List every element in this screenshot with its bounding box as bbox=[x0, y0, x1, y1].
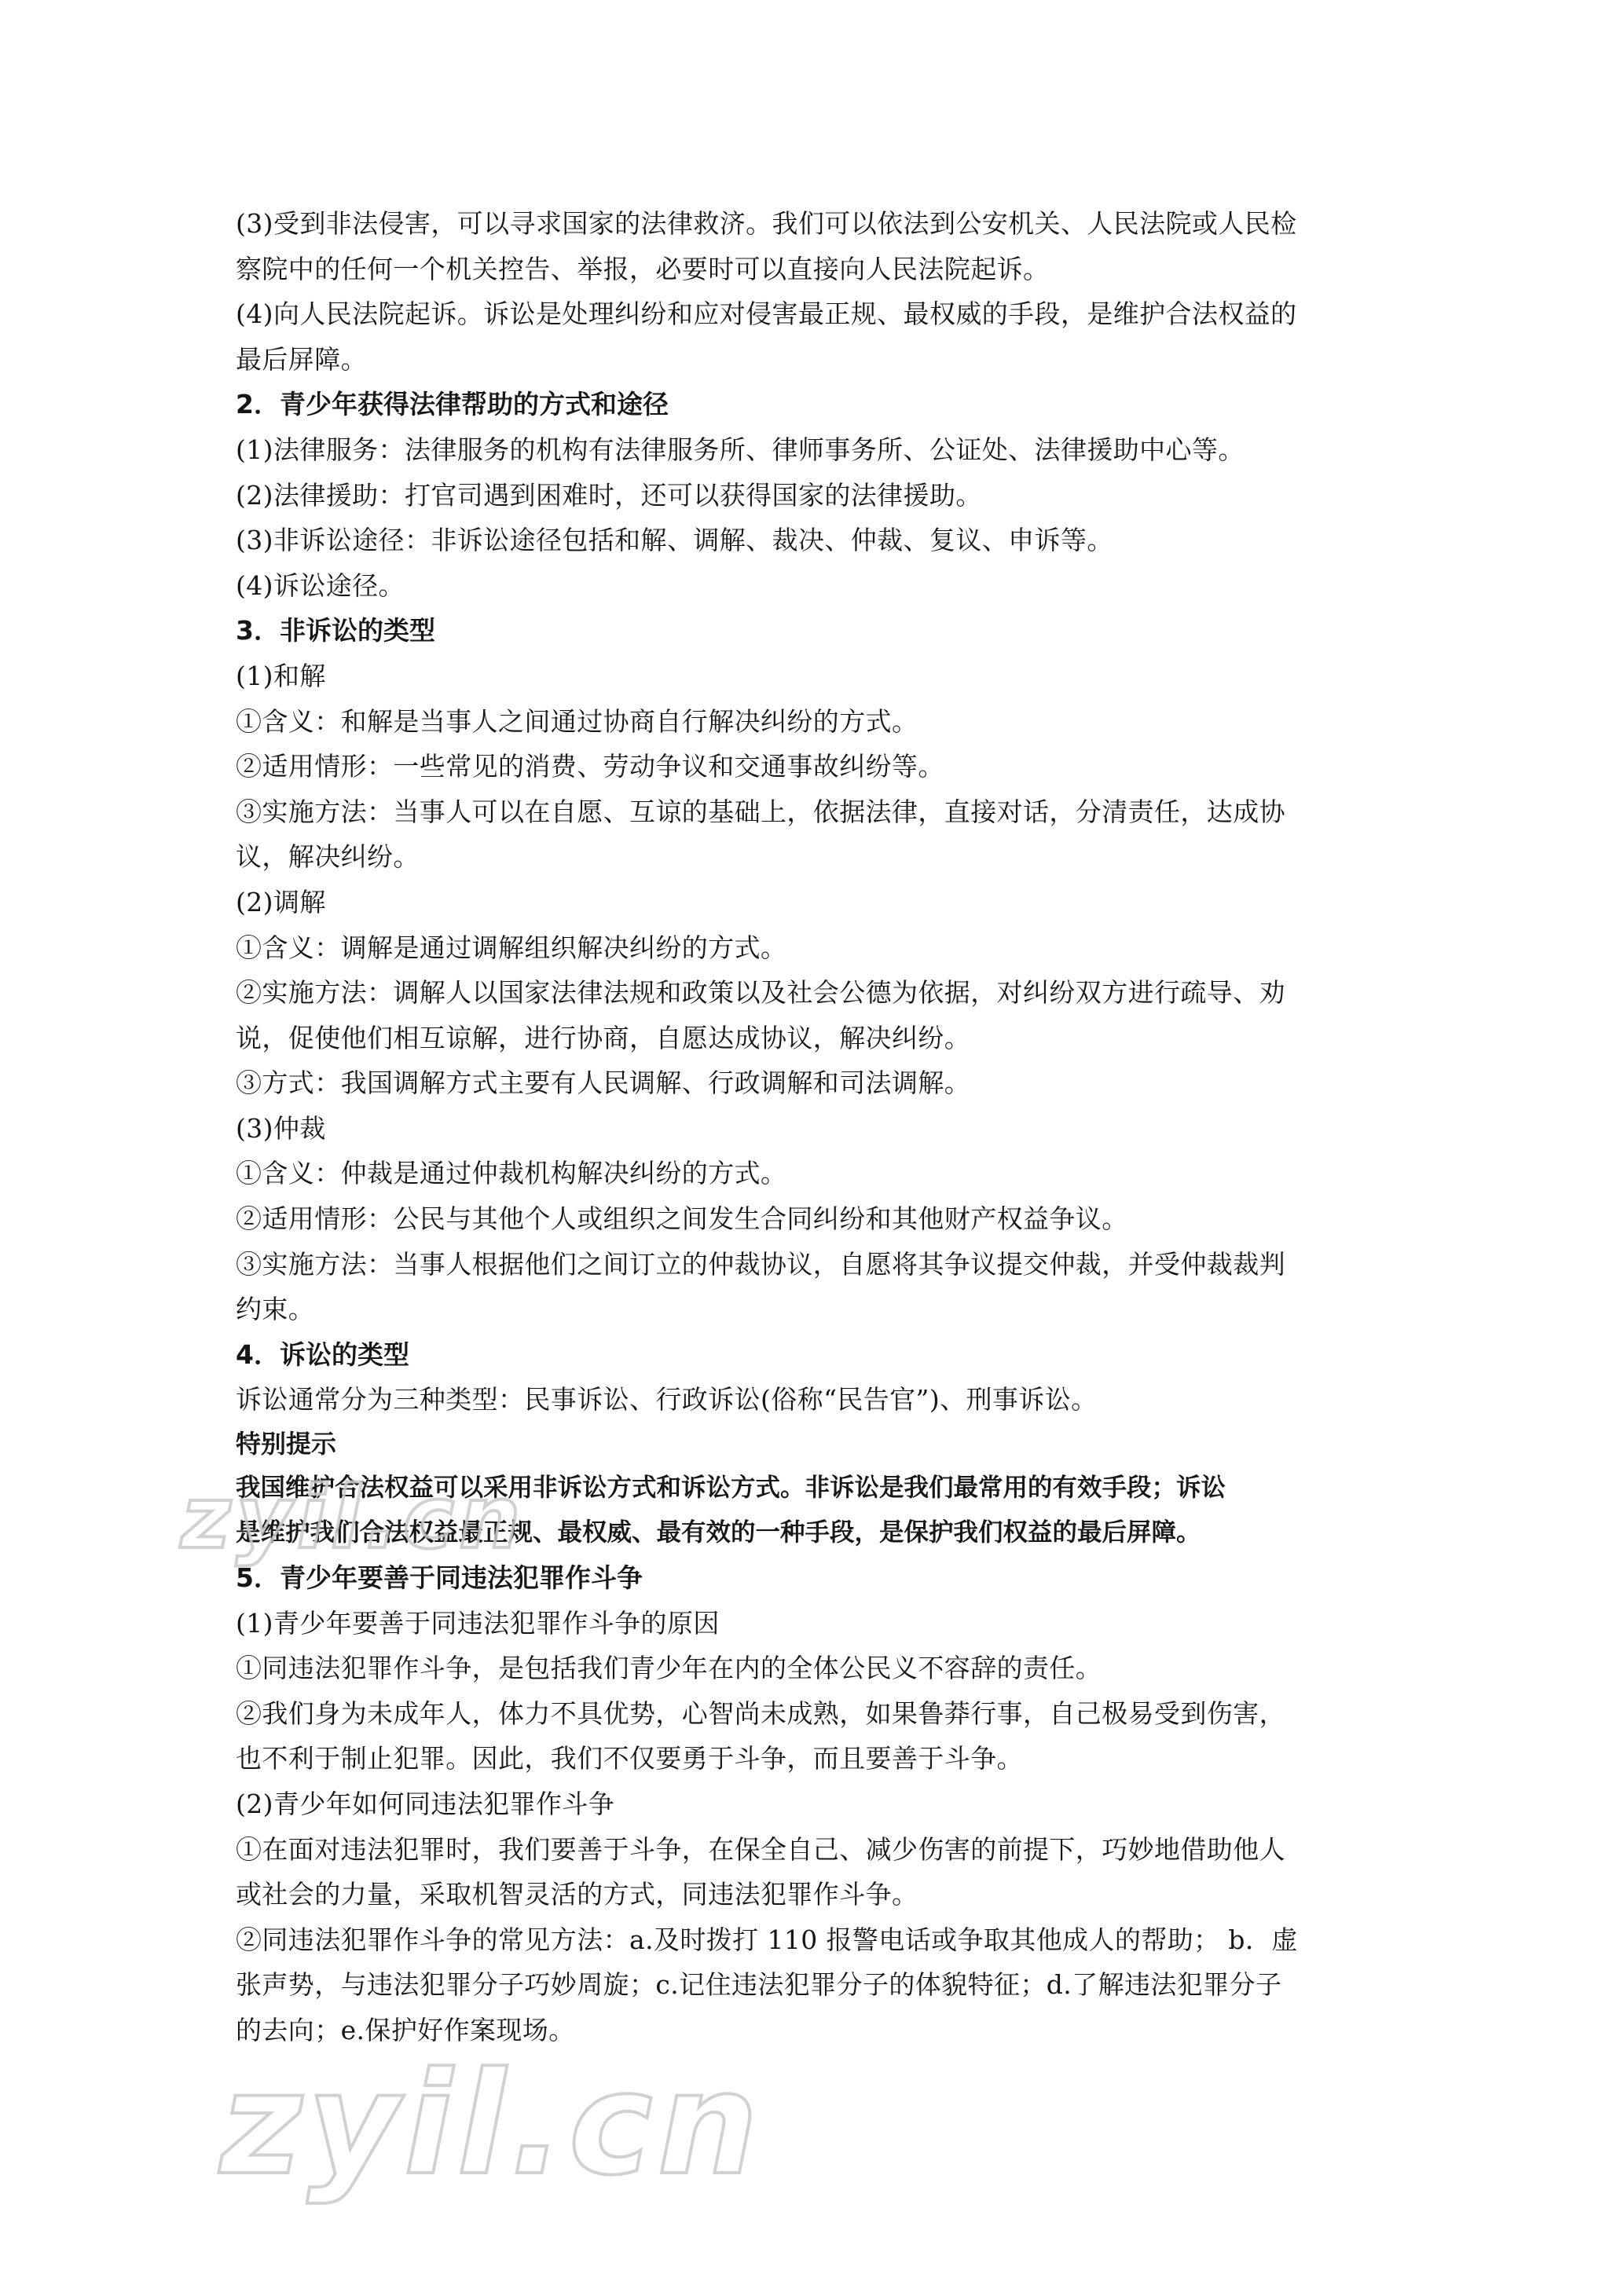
paragraph-line: ①含义：调解是通过调解组织解决纠纷的方式。 bbox=[236, 932, 787, 963]
paragraph bbox=[236, 744, 1391, 789]
paragraph-line: 或社会的力量，采取机智灵活的方式，同违法犯罪作斗争。 bbox=[236, 1879, 918, 1910]
section-heading: 4．诉讼的类型 bbox=[236, 1338, 409, 1370]
paragraph bbox=[236, 427, 1391, 473]
paragraph-line: ②实施方法：调解人以国家法律法规和政策以及社会公德为依据，对纠纷双方进行疏导、劝 bbox=[236, 977, 1285, 1009]
section bbox=[236, 382, 1391, 427]
paragraph bbox=[236, 1827, 1391, 1917]
watermark-top: zyil.cn bbox=[181, 1467, 526, 1568]
tip-body-line: 是维护我们合法权益最正规、最权威、最有效的一种手段，是保护我们权益的最后屏障。 bbox=[236, 1518, 1201, 1547]
paragraph-line: ③方式：我国调解方式主要有人民调解、行政调解和司法调解。 bbox=[236, 1067, 971, 1099]
paragraph bbox=[236, 563, 1391, 609]
paragraph-line: 察院中的任何一个机关控告、举报，必要时可以直接向人民法院起诉。 bbox=[236, 253, 1050, 284]
paragraph bbox=[236, 1601, 1391, 1646]
tip-body-line: 我国维护合法权益可以采用非诉讼方式和诉讼方式。非诉讼是我们最常用的有效手段；诉讼 bbox=[236, 1474, 1226, 1503]
paragraph bbox=[236, 699, 1391, 745]
paragraph-line: 约束。 bbox=[236, 1294, 315, 1325]
paragraph bbox=[236, 1917, 1391, 2053]
paragraph-line: (1)青少年要善于同违法犯罪作斗争的原因 bbox=[236, 1607, 720, 1639]
paragraph-line: ③实施方法：当事人可以在自愿、互谅的基础上，依据法律，直接对话，分清责任，达成协 bbox=[236, 796, 1285, 827]
paragraph-line: (4)向人民法院起诉。诉讼是处理纠纷和应对侵害最正规、最权威的手段，是维护合法权益的 bbox=[236, 298, 1297, 330]
paragraph bbox=[236, 654, 1391, 699]
paragraph-line: 的去向；e.保护好作案现场。 bbox=[236, 2014, 575, 2045]
paragraph-line: ①含义：和解是当事人之间通过协商自行解决纠纷的方式。 bbox=[236, 705, 918, 737]
paragraph-line: ①在面对违法犯罪时，我们要善于斗争，在保全自己、减少伤害的前提下，巧妙地借助他人 bbox=[236, 1833, 1285, 1865]
paragraph bbox=[236, 1196, 1391, 1242]
paragraph bbox=[236, 1060, 1391, 1106]
paragraph bbox=[236, 1646, 1391, 1691]
paragraph-line: (4)诉讼途径。 bbox=[236, 569, 405, 601]
paragraph-line: 张声势，与违法犯罪分子巧妙周旋；c.记住违法犯罪分子的体貌特征；d.了解违法犯罪分子 bbox=[236, 1969, 1282, 2001]
paragraph bbox=[236, 1691, 1391, 1782]
paragraph bbox=[236, 789, 1391, 880]
paragraph bbox=[236, 473, 1391, 518]
paragraph-line: 也不利于制止犯罪。因此，我们不仅要勇于斗争，而且要善于斗争。 bbox=[236, 1743, 1023, 1774]
document-page bbox=[236, 201, 1391, 2053]
paragraph-line: (3)非诉讼途径：非诉讼途径包括和解、调解、裁决、仲裁、复议、申诉等。 bbox=[236, 525, 1113, 556]
paragraph-line: ①同违法犯罪作斗争，是包括我们青少年在内的全体公民义不容辞的责任。 bbox=[236, 1653, 1102, 1684]
paragraph-line: (3)仲裁 bbox=[236, 1112, 326, 1144]
paragraph-line: 最后屏障。 bbox=[236, 343, 367, 375]
paragraph bbox=[236, 970, 1391, 1060]
tip-title: 特别提示 bbox=[236, 1429, 337, 1459]
paragraph bbox=[236, 1377, 1391, 1423]
paragraph-line: 议，解决纠纷。 bbox=[236, 841, 420, 873]
section bbox=[236, 608, 1391, 654]
watermark-bottom: zyil.cn bbox=[220, 2042, 763, 2206]
paragraph bbox=[236, 201, 1391, 291]
paragraph-line: ②我们身为未成年人，体力不具优势，心智尚未成熟，如果鲁莽行事，自己极易受到伤害， bbox=[236, 1697, 1285, 1729]
paragraph bbox=[236, 518, 1391, 563]
paragraph-line: ②适用情形：公民与其他个人或组织之间发生合同纠纷和其他财产权益争议。 bbox=[236, 1203, 1128, 1235]
section-heading: 5．青少年要善于同违法犯罪作斗争 bbox=[236, 1562, 643, 1594]
paragraph-line: (1)法律服务：法律服务的机构有法律服务所、律师事务所、公证处、法律援助中心等。 bbox=[236, 434, 1245, 465]
section-heading: 2．青少年获得法律帮助的方式和途径 bbox=[236, 389, 669, 420]
paragraph bbox=[236, 1242, 1391, 1332]
paragraph bbox=[236, 925, 1391, 971]
paragraph bbox=[236, 1106, 1391, 1152]
paragraph-line: (2)法律援助：打官司遇到困难时，还可以获得国家的法律援助。 bbox=[236, 479, 982, 511]
paragraph bbox=[236, 1782, 1391, 1827]
paragraph-line: ②适用情形：一些常见的消费、劳动争议和交通事故纠纷等。 bbox=[236, 751, 944, 782]
section-heading: 3．非诉讼的类型 bbox=[236, 615, 435, 646]
paragraph bbox=[236, 880, 1391, 925]
section bbox=[236, 1332, 1391, 1378]
paragraph-line: 诉讼通常分为三种类型：民事诉讼、行政诉讼(俗称“民告官”)、刑事诉讼。 bbox=[236, 1384, 1098, 1415]
paragraph-line: (3)受到非法侵害，可以寻求国家的法律救济。我们可以依法到公安机关、人民法院或人民检 bbox=[236, 208, 1297, 239]
paragraph-line: ③实施方法：当事人根据他们之间订立的仲裁协议，自愿将其争议提交仲裁，并受仲裁裁判 bbox=[236, 1248, 1285, 1280]
paragraph-line: (2)青少年如何同违法犯罪作斗争 bbox=[236, 1789, 615, 1819]
paragraph-line: ①含义：仲裁是通过仲裁机构解决纠纷的方式。 bbox=[236, 1158, 787, 1189]
paragraph-line: (2)调解 bbox=[236, 886, 326, 917]
paragraph bbox=[236, 1151, 1391, 1196]
paragraph-line: 说，促使他们相互谅解，进行协商，自愿达成协议，解决纠纷。 bbox=[236, 1022, 971, 1053]
paragraph-line: (1)和解 bbox=[236, 660, 326, 691]
paragraph bbox=[236, 291, 1391, 382]
paragraph-line: ②同违法犯罪作斗争的常见方法：a.及时拨打 110 报警电话或争取其他成人的帮助； b．虚 bbox=[236, 1924, 1298, 1955]
tip-block bbox=[236, 1423, 1391, 1466]
